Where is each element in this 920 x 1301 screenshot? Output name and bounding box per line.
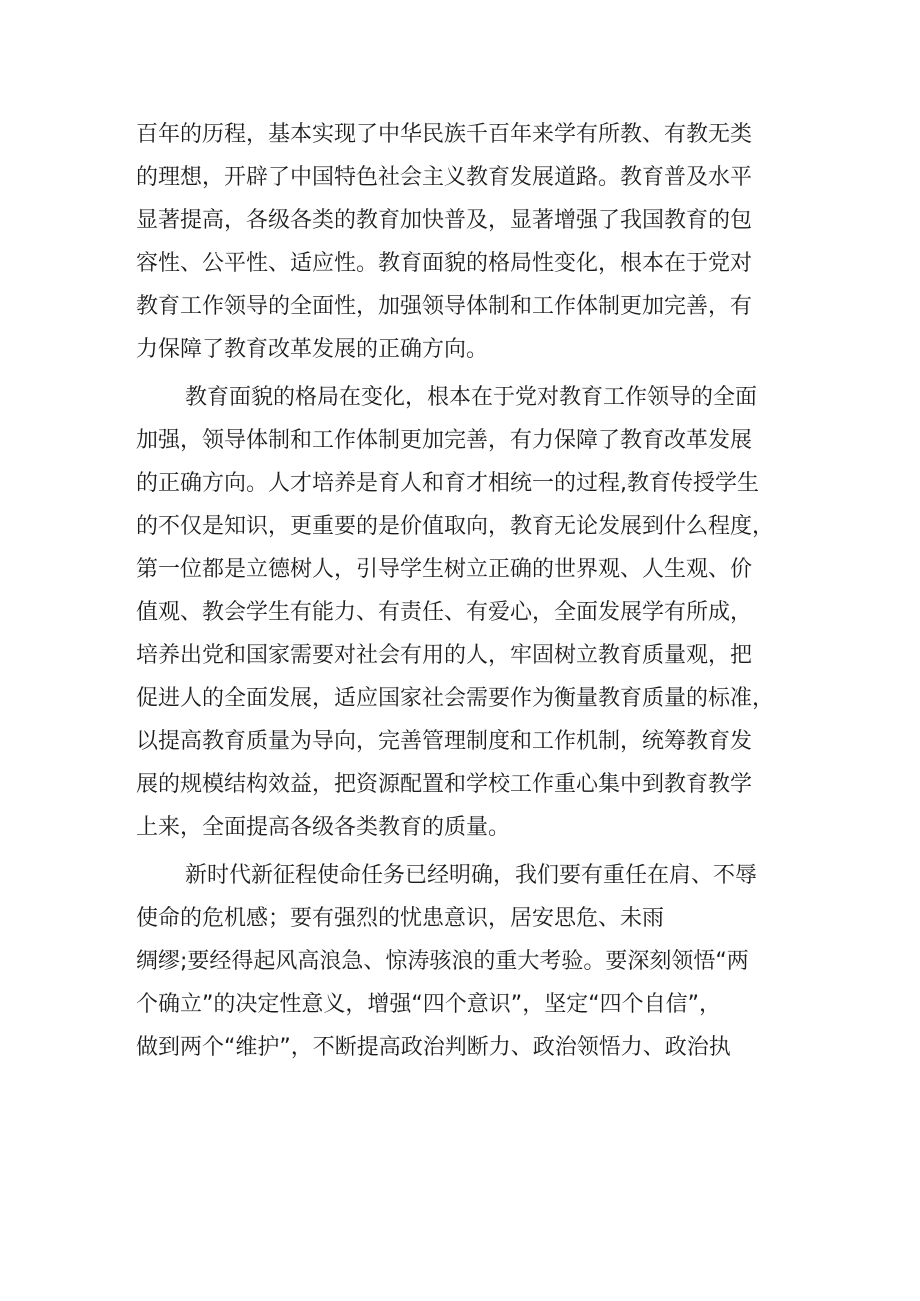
paragraph-1-line-5: 教育工作领导的全面性，加强领导体制和工作体制更加完善，有: [136, 294, 753, 319]
paragraph-2-line-2: 加强，领导体制和工作体制更加完善，有力保障了教育改革发展: [136, 428, 753, 453]
paragraph-1-line-2: 的理想，开辟了中国特色社会主义教育发展道路。教育普及水平: [136, 165, 753, 190]
paragraph-1-line-4: 容性、公平性、适应性。教育面貌的格局性变化，根本在于党对: [136, 251, 753, 276]
paragraph-2-line-11: 上来，全面提高各级各类教育的质量。: [136, 815, 511, 840]
paragraph-2-line-8: 促进人的全面发展，适应国家社会需要作为衡量教育质量的标准，: [136, 686, 775, 711]
paragraph-2-line-7: 培养出党和国家需要对社会有用的人，牢固树立教育质量观，把: [136, 643, 753, 668]
paragraph-1-line-3: 显著提高，各级各类的教育加快普及，显著增强了我国教育的包: [136, 208, 753, 233]
paragraph-2-line-4: 的不仅是知识，更重要的是价值取向，教育无论发展到什么程度，: [136, 514, 775, 539]
paragraph-3-line-3: 绸缪;要经得起风高浪急、惊涛骇浪的重大考验。要深刻领悟“两: [136, 949, 749, 974]
paragraph-1-line-6: 力保障了教育改革发展的正确方向。: [136, 337, 489, 362]
paragraph-2-line-6: 值观、教会学生有能力、有责任、有爱心，全面发展学有所成，: [136, 600, 753, 625]
paragraph-2-line-9: 以提高教育质量为导向，完善管理制度和工作机制，统筹教育发: [136, 729, 753, 754]
paragraph-1-line-1: 百年的历程，基本实现了中华民族千百年来学有所教、有教无类: [136, 122, 753, 147]
paragraph-2-line-5: 第一位都是立德树人，引导学生树立正确的世界观、人生观、价: [136, 557, 753, 582]
paragraph-2-line-1: 教育面貌的格局在变化，根本在于党对教育工作领导的全面: [185, 385, 758, 410]
paragraph-3-line-1: 新时代新征程使命任务已经明确，我们要有重任在肩、不辱: [185, 863, 758, 888]
paragraph-3-line-4: 个确立”的决定性意义，增强“四个意识”，坚定“四个自信”，: [136, 992, 721, 1017]
paragraph-3-line-2: 使命的危机感；要有强烈的忧患意识，居安思危、未雨: [136, 906, 665, 931]
paragraph-2-line-3: 的正确方向。人才培养是育人和育才相统一的过程,教育传授学生: [136, 471, 759, 496]
paragraph-3-line-5: 做到两个“维护”，不断提高政治判断力、政治领悟力、政治执: [136, 1035, 731, 1060]
paragraph-2-line-10: 展的规模结构效益，把资源配置和学校工作重心集中到教育教学: [136, 772, 753, 797]
